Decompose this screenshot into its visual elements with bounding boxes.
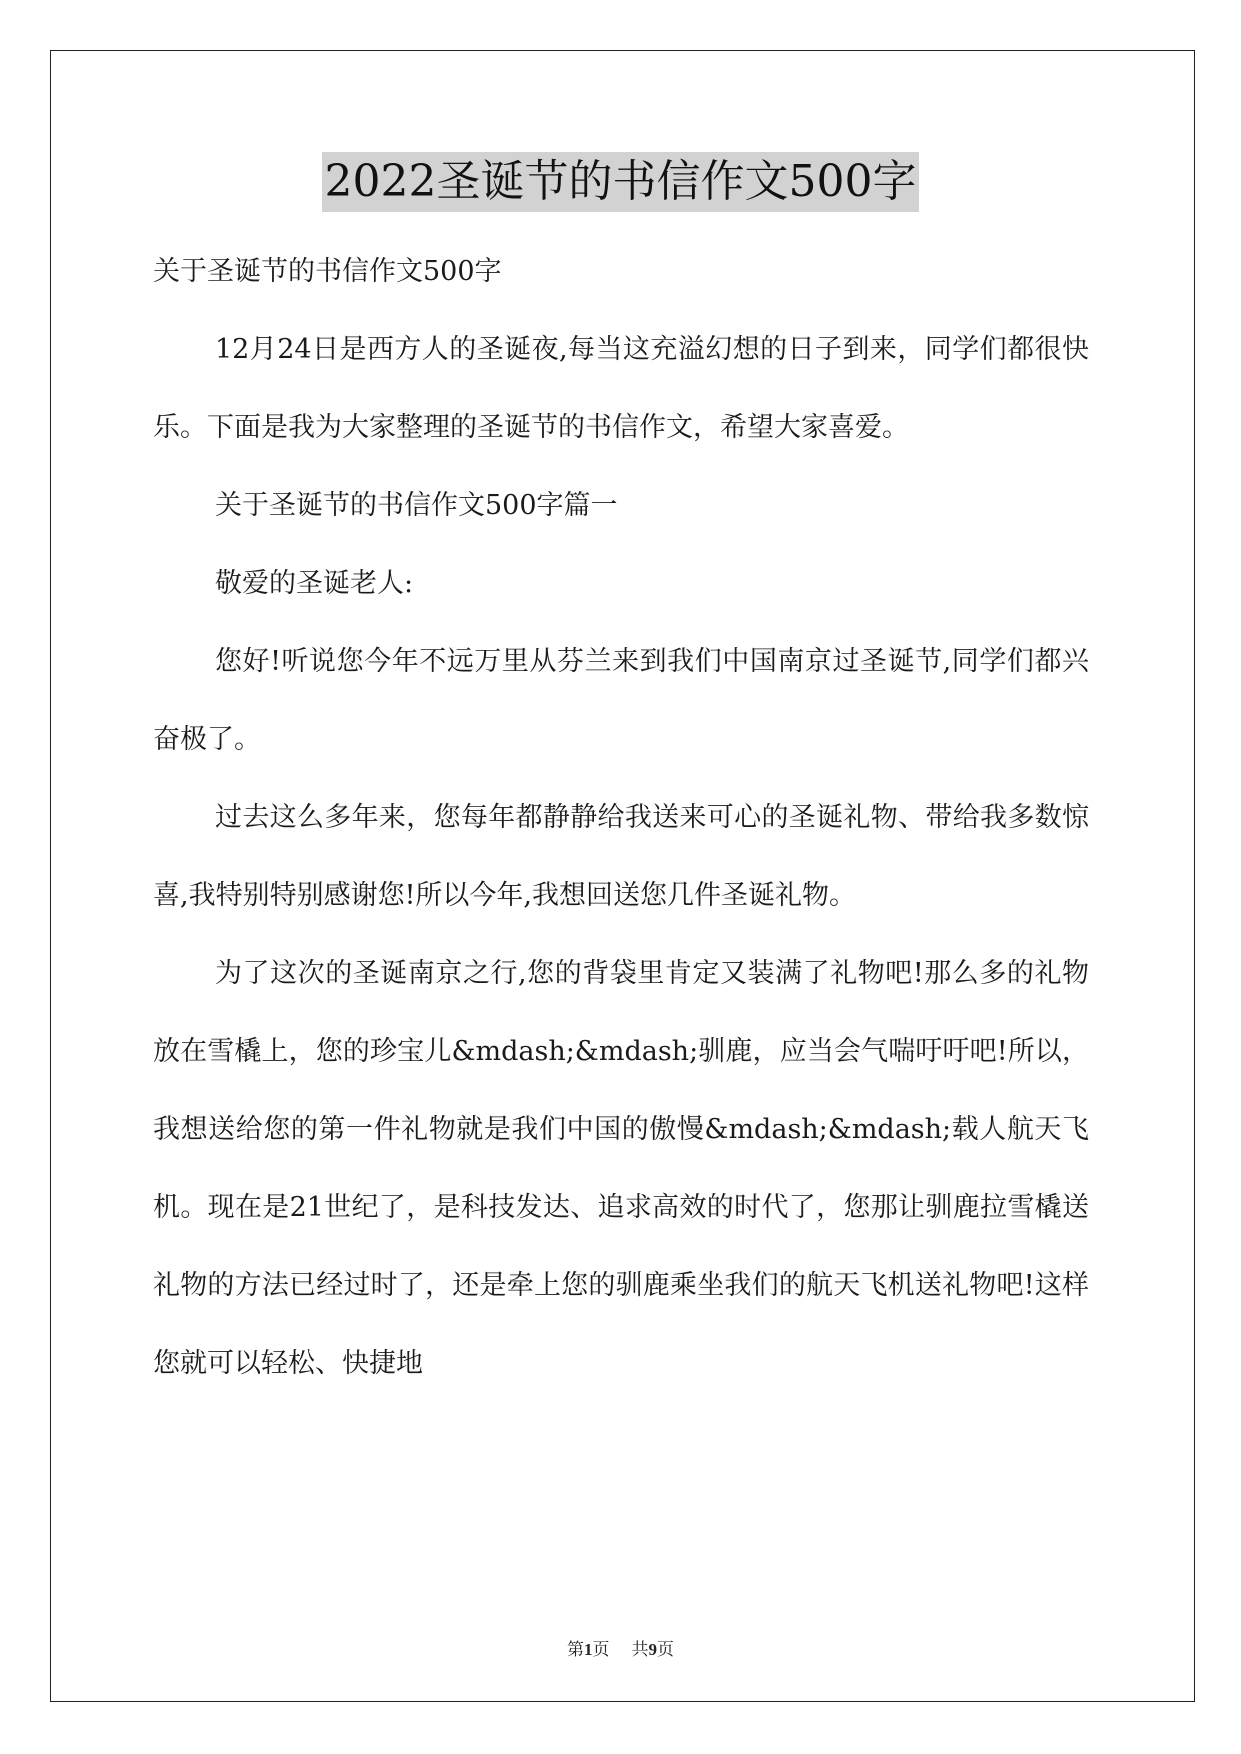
- document-body: [153, 233, 1089, 1403]
- page-footer: [0, 1635, 1241, 1660]
- salutation: 敬爱的圣诞老人:: [215, 568, 414, 599]
- body-paragraph: 过去这么多年来，您每年都静静给我送来可心的圣诞礼物、带给我多数惊喜,我特别特别感谢您!所以今年,我想回送您几件圣诞礼物。: [153, 802, 1089, 911]
- document-title: 2022圣诞节的书信作文500字: [322, 152, 920, 212]
- page-prefix: 第: [567, 1640, 584, 1659]
- subtitle-paragraph: 关于圣诞节的书信作文500字: [153, 256, 502, 287]
- total-prefix: 共: [631, 1640, 649, 1659]
- intro-paragraph: 12月24日是西方人的圣诞夜,每当这充溢幻想的日子到来，同学们都很快乐。下面是我为大家整理的圣诞节的书信作文，希望大家喜爱。: [153, 334, 1089, 443]
- body-paragraph: 您好!听说您今年不远万里从芬兰来到我们中国南京过圣诞节,同学们都兴奋极了。: [153, 646, 1089, 755]
- page-number: 1: [584, 1640, 593, 1659]
- title-container: [0, 152, 1241, 212]
- total-pages: 9: [648, 1640, 657, 1659]
- section-heading: 关于圣诞节的书信作文500字篇一: [215, 490, 618, 521]
- page-suffix: 页: [592, 1640, 610, 1659]
- total-suffix: 页: [657, 1640, 674, 1659]
- body-paragraph: 为了这次的圣诞南京之行,您的背袋里肯定又装满了礼物吧!那么多的礼物放在雪橇上，您的珍宝儿&mdash;&mdash;驯鹿，应当会气喘吁吁吧!所以，我想送给您的第一件礼物就是我们中国的傲慢&mdash;&mdash;载人航天飞机。现在是21世纪了，是科技发达、追求高效的时代了，您那让驯鹿拉雪橇送礼物的方法已经过时了，还是牵上您的驯鹿乘坐我们的航天飞机送礼物吧!这样您就可以轻松、快捷地: [153, 958, 1089, 1379]
